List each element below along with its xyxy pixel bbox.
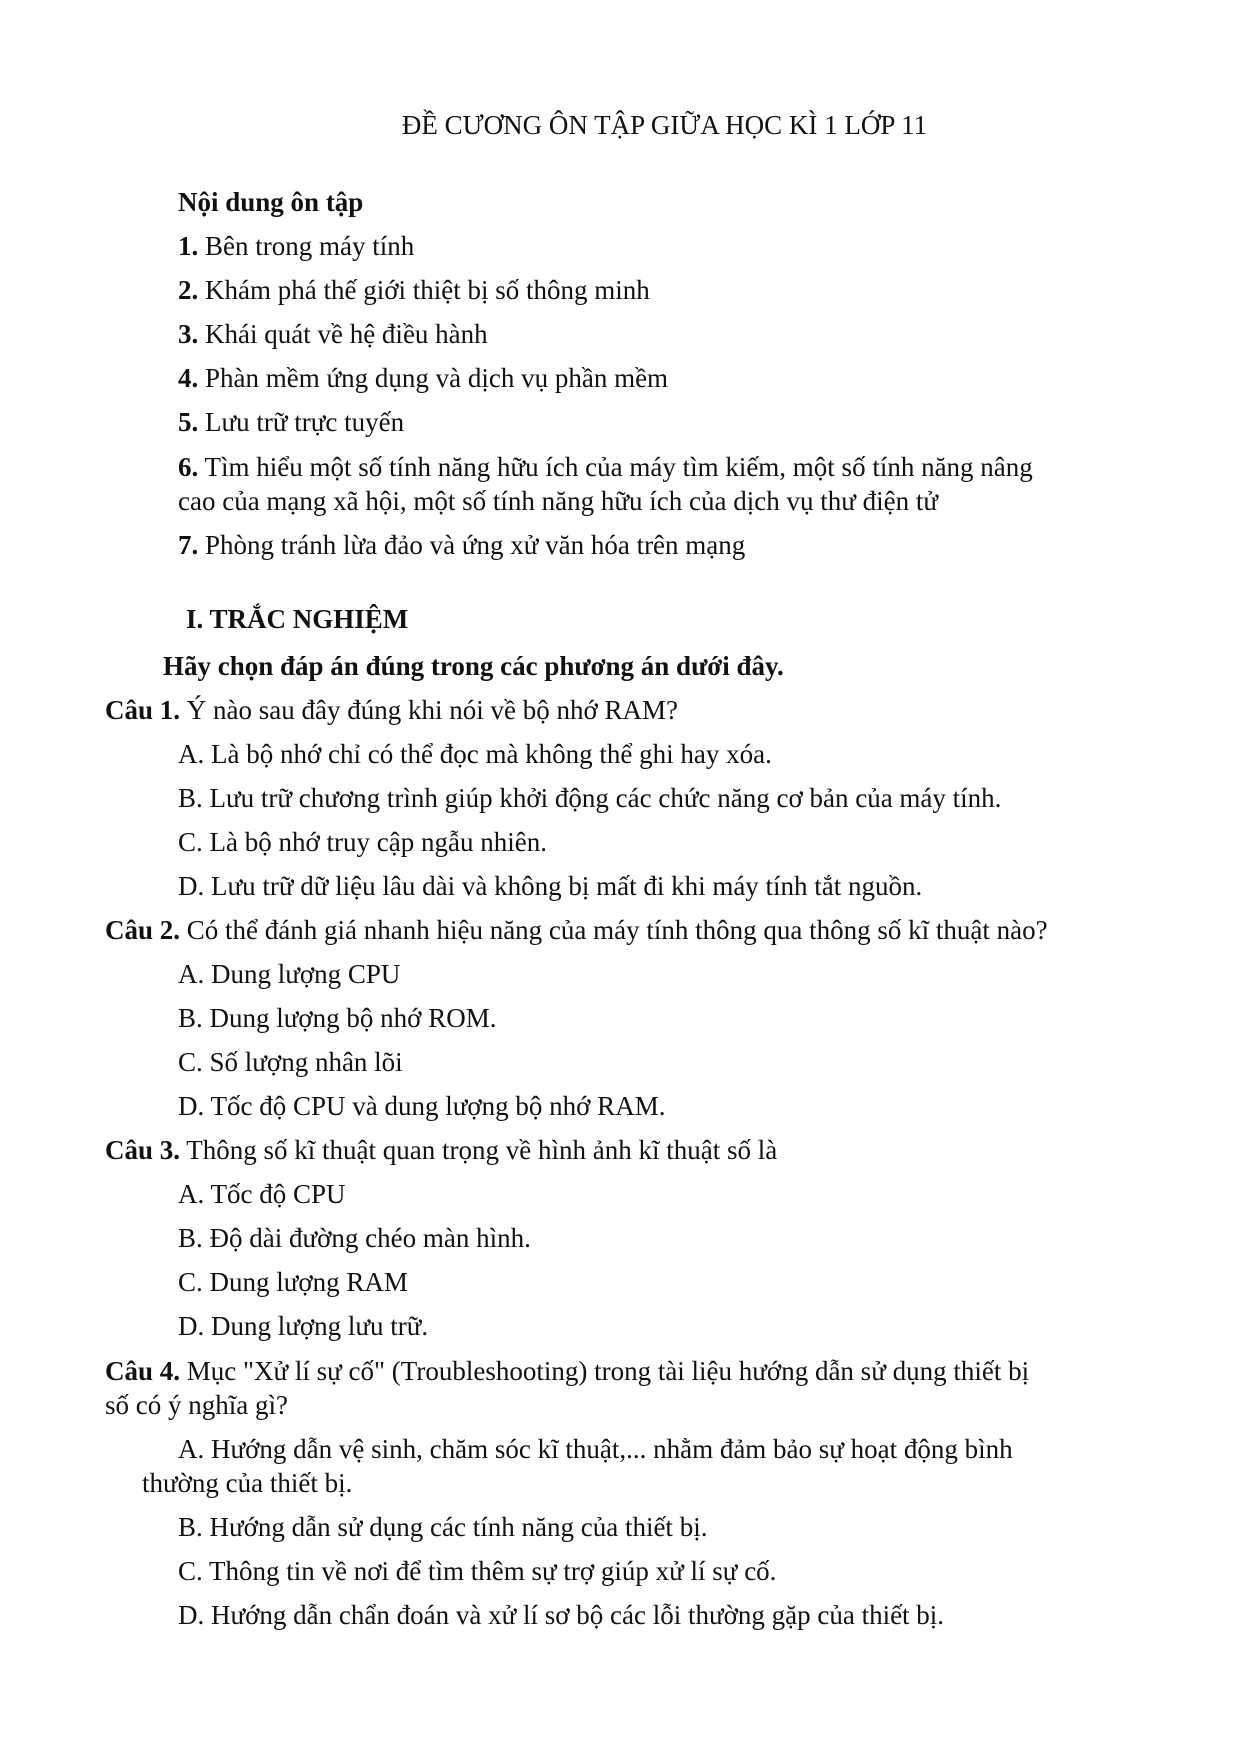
question-2-option-d: D. Tốc độ CPU và dung lượng bộ nhớ RAM. bbox=[178, 1091, 666, 1121]
question-4-option-b: B. Hướng dẫn sử dụng các tính năng của thiết bị. bbox=[178, 1512, 708, 1542]
question-3-option-a: A. Tốc độ CPU bbox=[178, 1179, 346, 1209]
contents-item: 4. Phàn mềm ứng dụng và dịch vụ phần mềm bbox=[178, 363, 669, 393]
question-1-option-c: C. Là bộ nhớ truy cập ngẫu nhiên. bbox=[178, 827, 547, 857]
question-1-option-b: B. Lưu trữ chương trình giúp khởi động các chức năng cơ bản của máy tính. bbox=[178, 783, 1002, 813]
contents-item: 5. Lưu trữ trực tuyến bbox=[178, 407, 405, 437]
question-4-option-c: C. Thông tin về nơi để tìm thêm sự trợ giúp xử lí sự cố. bbox=[178, 1556, 777, 1586]
section-heading: I. TRẮC NGHIỆM bbox=[186, 604, 409, 634]
question-3-option-d: D. Dung lượng lưu trữ. bbox=[178, 1311, 429, 1341]
contents-item: 7. Phòng tránh lừa đảo và ứng xử văn hóa trên mạng bbox=[178, 530, 746, 560]
question-4-option-a-continuation: thường của thiết bị. bbox=[142, 1468, 353, 1498]
contents-heading: Nội dung ôn tập bbox=[178, 187, 364, 217]
question-4-option-d: D. Hướng dẫn chẩn đoán và xử lí sơ bộ các lỗi thường gặp của thiết bị. bbox=[178, 1600, 945, 1630]
question-2-option-c: C. Số lượng nhân lõi bbox=[178, 1047, 403, 1077]
question-3-option-c: C. Dung lượng RAM bbox=[178, 1267, 408, 1297]
contents-item: 1. Bên trong máy tính bbox=[178, 231, 415, 261]
question-2: Câu 2. Có thể đánh giá nhanh hiệu năng của máy tính thông qua thông số kĩ thuật nào? bbox=[105, 915, 1048, 945]
contents-item: 2. Khám phá thế giới thiệt bị số thông minh bbox=[178, 275, 650, 305]
question-4-continuation: số có ý nghĩa gì? bbox=[105, 1390, 288, 1420]
question-4-option-a: A. Hướng dẫn vệ sinh, chăm sóc kĩ thuật,... nhằm đảm bảo sự hoạt động bình bbox=[178, 1434, 1013, 1464]
question-2-option-a: A. Dung lượng CPU bbox=[178, 959, 401, 989]
question-4: Câu 4. Mục "Xử lí sự cố" (Troubleshooting) trong tài liệu hướng dẫn sử dụng thiết bị bbox=[105, 1356, 1030, 1386]
section-instruction: Hãy chọn đáp án đúng trong các phương án dưới đây. bbox=[163, 651, 784, 681]
contents-item-continuation: cao của mạng xã hội, một số tính năng hữu ích của dịch vụ thư điện tử bbox=[178, 486, 938, 516]
question-3-option-b: B. Độ dài đường chéo màn hình. bbox=[178, 1223, 531, 1253]
document-title: ĐỀ CƯƠNG ÔN TẬP GIỮA HỌC KÌ 1 LỚP 11 bbox=[401, 110, 928, 140]
question-1-option-d: D. Lưu trữ dữ liệu lâu dài và không bị mất đi khi máy tính tắt nguồn. bbox=[178, 871, 923, 901]
contents-item: 3. Khái quát về hệ điều hành bbox=[178, 319, 488, 349]
contents-item: 6. Tìm hiểu một số tính năng hữu ích của máy tìm kiếm, một số tính năng nâng bbox=[178, 452, 1033, 482]
question-1-option-a: A. Là bộ nhớ chỉ có thể đọc mà không thể ghi hay xóa. bbox=[178, 739, 772, 769]
question-1: Câu 1. Ý nào sau đây đúng khi nói về bộ nhớ RAM? bbox=[105, 695, 678, 725]
question-3: Câu 3. Thông số kĩ thuật quan trọng về hình ảnh kĩ thuật số là bbox=[105, 1135, 778, 1165]
question-2-option-b: B. Dung lượng bộ nhớ ROM. bbox=[178, 1003, 497, 1033]
